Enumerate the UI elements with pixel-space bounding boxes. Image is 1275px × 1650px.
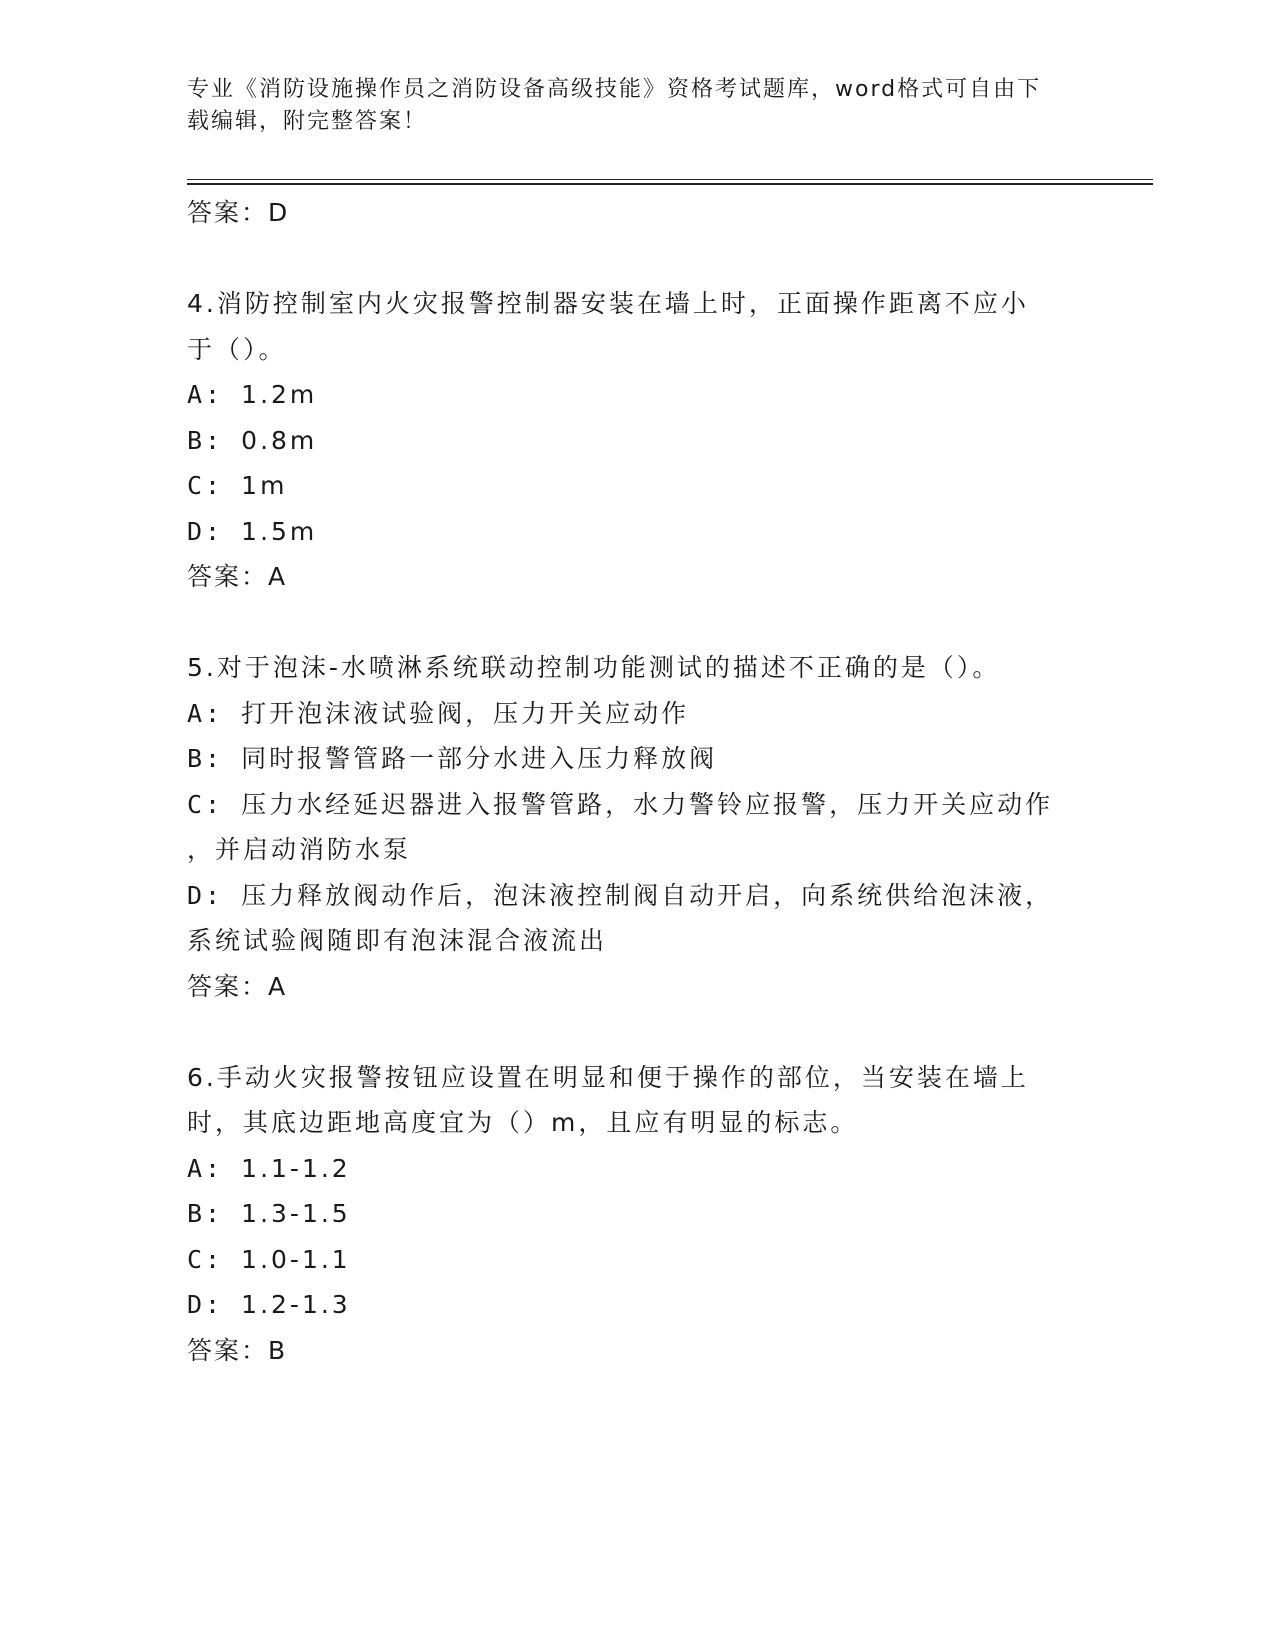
option-text: 1.2-1.3 xyxy=(241,1290,351,1319)
question-answer xyxy=(187,1328,1087,1374)
option-c xyxy=(187,1237,1087,1283)
question-answer xyxy=(187,964,1087,1010)
question-stem-line: 于（）。 xyxy=(187,334,287,364)
option-text: 1.5m xyxy=(241,516,318,546)
option-text: 1.3-1.5 xyxy=(241,1199,351,1228)
option-text: 1.0-1.1 xyxy=(241,1244,351,1274)
header-rule-thick xyxy=(187,183,1153,185)
prev-answer xyxy=(187,190,1087,236)
spacer xyxy=(187,600,1087,646)
question-6 xyxy=(187,1055,1087,1374)
option-b xyxy=(187,736,1087,782)
answer-value: A xyxy=(268,562,288,591)
option-d xyxy=(187,873,1087,919)
option-key: C: xyxy=(187,471,224,500)
question-stem-line: 6.手动火灾报警按钮应设置在明显和便于操作的部位，当安装在墙上 xyxy=(187,1062,1029,1092)
spacer xyxy=(187,236,1087,282)
option-a xyxy=(187,372,1087,418)
option-b xyxy=(187,418,1087,464)
header-rule-thin xyxy=(187,179,1153,180)
option-text: 0.8m xyxy=(241,425,318,455)
option-text: 压力水经延迟器进入报警管路，水力警铃应报警，压力开关应动作 xyxy=(241,789,1054,819)
header-line-2: 载编辑，附完整答案！ xyxy=(187,109,428,134)
option-d xyxy=(187,509,1087,555)
option-d-continuation: 系统试验阀随即有泡沫混合液流出 xyxy=(187,926,608,955)
answer-label: 答案： xyxy=(187,562,269,591)
option-key: A: xyxy=(187,698,224,728)
question-stem-line: 时，其底边距地高度宜为（）m，且应有明显的标志。 xyxy=(187,1108,859,1137)
answer-label: 答案： xyxy=(187,198,269,227)
option-a xyxy=(187,1146,1087,1192)
option-text: 压力释放阀动作后，泡沫液控制阀自动开启，向系统供给泡沫液， xyxy=(241,880,1054,910)
question-5 xyxy=(187,645,1087,1009)
option-key: D: xyxy=(187,880,224,910)
option-key: D: xyxy=(187,1290,224,1319)
option-a xyxy=(187,691,1087,737)
option-c xyxy=(187,463,1087,509)
answer-value: D xyxy=(268,198,290,227)
option-text: 1.1-1.2 xyxy=(241,1153,351,1183)
answer-label: 答案： xyxy=(187,971,269,1001)
document-header xyxy=(187,74,1067,138)
option-text: 打开泡沫液试验阀，压力开关应动作 xyxy=(241,698,690,728)
header-line-1: 专业《消防设施操作员之消防设备高级技能》资格考试题库，word格式可自由下 xyxy=(187,77,1042,102)
answer-label: 答案： xyxy=(187,1335,269,1365)
option-c-continuation: ，并启动消防水泵 xyxy=(187,835,412,864)
option-key: C: xyxy=(187,789,224,819)
option-key: B: xyxy=(187,1199,224,1228)
answer-value: A xyxy=(268,971,288,1001)
option-key: B: xyxy=(187,744,224,773)
question-stem-line: 5.对于泡沫-水喷淋系统联动控制功能测试的描述不正确的是（）。 xyxy=(187,653,1001,682)
option-key: C: xyxy=(187,1244,224,1274)
option-key: D: xyxy=(187,516,224,546)
question-content xyxy=(187,190,1087,1373)
option-c xyxy=(187,782,1087,828)
option-key: B: xyxy=(187,425,224,455)
question-answer xyxy=(187,554,1087,600)
option-text: 同时报警管路一部分水进入压力释放阀 xyxy=(241,744,718,773)
option-b xyxy=(187,1191,1087,1237)
option-key: A: xyxy=(187,1153,224,1183)
question-stem-line: 4.消防控制室内火灾报警控制器安装在墙上时，正面操作距离不应小 xyxy=(187,289,1029,318)
option-text: 1.2m xyxy=(241,380,318,409)
option-d xyxy=(187,1282,1087,1328)
answer-value: B xyxy=(268,1335,288,1365)
question-4 xyxy=(187,281,1087,600)
option-key: A: xyxy=(187,380,224,409)
option-text: 1m xyxy=(241,471,288,500)
spacer xyxy=(187,1009,1087,1055)
